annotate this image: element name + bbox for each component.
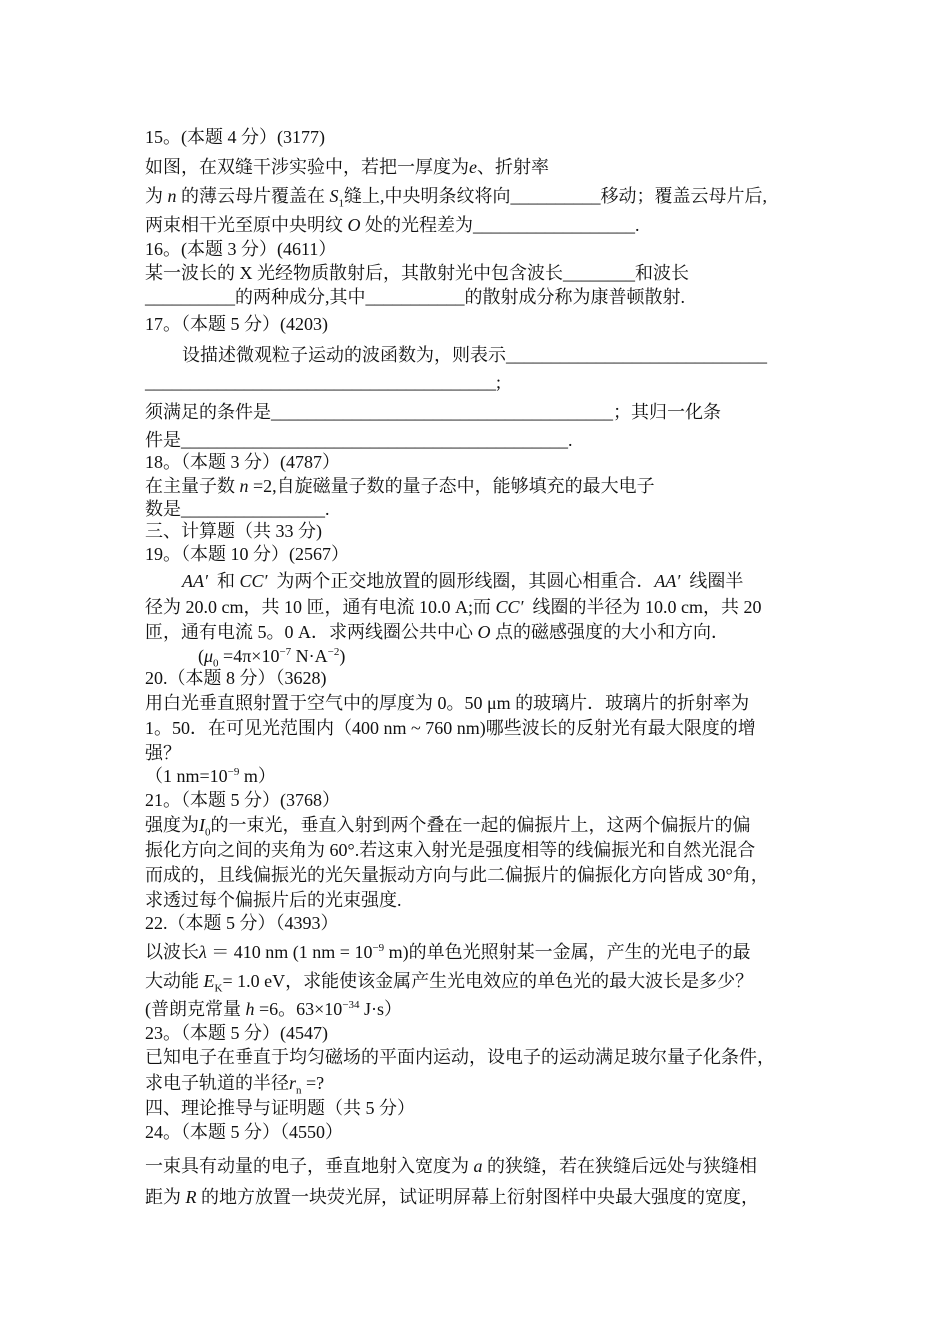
- q19-line-1: AA′ 和 CC′ 为两个正交地放置的圆形线圈，其圆心相重合．AA′ 线圈半: [182, 571, 744, 591]
- q17-line-4: 件是___________________________________________.: [145, 430, 573, 450]
- q19-constant: ($\mu_0 =4\pi\times 10^{-7}$ $N\cdot A^{-2}$): [198, 646, 346, 670]
- q20-line-2: 1。50．在可见光范围内（400 nm ~ 760 nm)哪些波长的反射光有最大限度的增: [145, 718, 756, 738]
- q21-line-2: 振化方向之间的夹角为 60°.若这束入射光是强度相等的线偏振光和自然光混合: [145, 840, 756, 860]
- q18-header: 18。（本题 3 分）(4787）: [145, 452, 340, 472]
- q15-line-2: 为 n 的薄云母片覆盖在 $S_1$缝上,中央明条纹将向__________移动；覆盖云母片后,: [145, 186, 767, 210]
- q17-line-1: 设描述微观粒子运动的波函数为，则表示_____________________________: [182, 345, 767, 365]
- q21-line-3: 而成的，且线偏振光的光矢量振动方向与此二偏振片的偏振化方向皆成 30°角，: [145, 865, 769, 885]
- q16-line-1: 某一波长的 X 光经物质散射后，其散射光中包含波长________和波长: [145, 263, 689, 283]
- q19-header: 19。（本题 10 分）(2567）: [145, 544, 349, 564]
- q23-line-2: 求电子轨道的半径$r_n$ =?: [145, 1073, 325, 1097]
- q24-header: 24。（本题 5 分）（4550）: [145, 1122, 343, 1142]
- q21-header: 21。（本题 5 分）(3768）: [145, 790, 340, 810]
- q21-line-1: 强度为$I_0$的一束光，垂直入射到两个叠在一起的偏振片上，这两个偏振片的偏: [145, 815, 751, 839]
- q15-line-1: 如图，在双缝干涉实验中，若把一厚度为e、折射率: [145, 157, 549, 177]
- q23-line-1: 已知电子在垂直于均匀磁场的平面内运动，设电子的运动满足玻尔量子化条件，: [145, 1047, 775, 1067]
- q22-line-3: (普朗克常量 h =6。$63\times 10^{-34}$ J·s）: [145, 999, 403, 1019]
- q20-header: 20.（本题 8 分）（3628): [145, 668, 327, 688]
- q24-line-1: 一束具有动量的电子，垂直地射入宽度为 a 的狭缝，若在狭缝后远处与狭缝相: [145, 1156, 757, 1176]
- q19-line-3: 匝，通有电流 5。0 A．求两线圈公共中心 O 点的磁感强度的大小和方向．: [145, 622, 729, 642]
- q17-line-2: _______________________________________;: [145, 372, 502, 392]
- q22-line-2: 大动能 $E_K= 1.0$ eV，求能使该金属产生光电效应的单色光的最大波长是多少？: [145, 971, 754, 995]
- q20-unit-note: （1 $nm=10^{-9}$ m）: [145, 766, 276, 786]
- q15-header: 15。(本题 4 分）(3177): [145, 127, 325, 147]
- q24-line-2: 距为 R 的地方放置一块荧光屏，试证明屏幕上衍射图样中央最大强度的宽度，: [145, 1187, 759, 1207]
- q22-line-1: 以波长λ ＝ 410 nm (1 nm = $10^{-9}$ m)的单色光照射某一金属，产生的光电子的最: [145, 942, 751, 962]
- q16-line-2: __________的两种成分,其中___________的散射成分称为康普顿散射.: [145, 287, 685, 307]
- q19-line-2: 径为 20.0 cm，共 10 匝，通有电流 10.0 A;而 CC′ 线圈的半径为 10.0 cm，共 20: [145, 597, 762, 617]
- q17-header: 17。（本题 5 分）(4203): [145, 314, 328, 334]
- q15-line-3: 两束相干光至原中央明纹 O 处的光程差为__________________.: [145, 215, 640, 235]
- q23-header: 23。（本题 5 分）(4547): [145, 1023, 328, 1043]
- q22-header: 22.（本题 5 分）（4393）: [145, 913, 339, 933]
- q21-line-4: 求透过每个偏振片后的光束强度.: [145, 890, 402, 910]
- q18-line-2: 数是________________.: [145, 499, 330, 519]
- q20-line-3: 强？: [145, 743, 181, 763]
- q20-line-1: 用白光垂直照射置于空气中的厚度为 0。50 μm 的玻璃片．玻璃片的折射率为: [145, 693, 750, 713]
- q16-header: 16。(本题 3 分）(4611）: [145, 239, 337, 259]
- section-3-heading: 三、计算题（共 33 分): [145, 521, 322, 541]
- q17-line-3: 须满足的条件是______________________________________；其归一化条: [145, 402, 721, 422]
- section-4-heading: 四、理论推导与证明题（共 5 分）: [145, 1098, 415, 1118]
- q18-line-1: 在主量子数 n =2,自旋磁量子数的量子态中，能够填充的最大电子: [145, 476, 655, 496]
